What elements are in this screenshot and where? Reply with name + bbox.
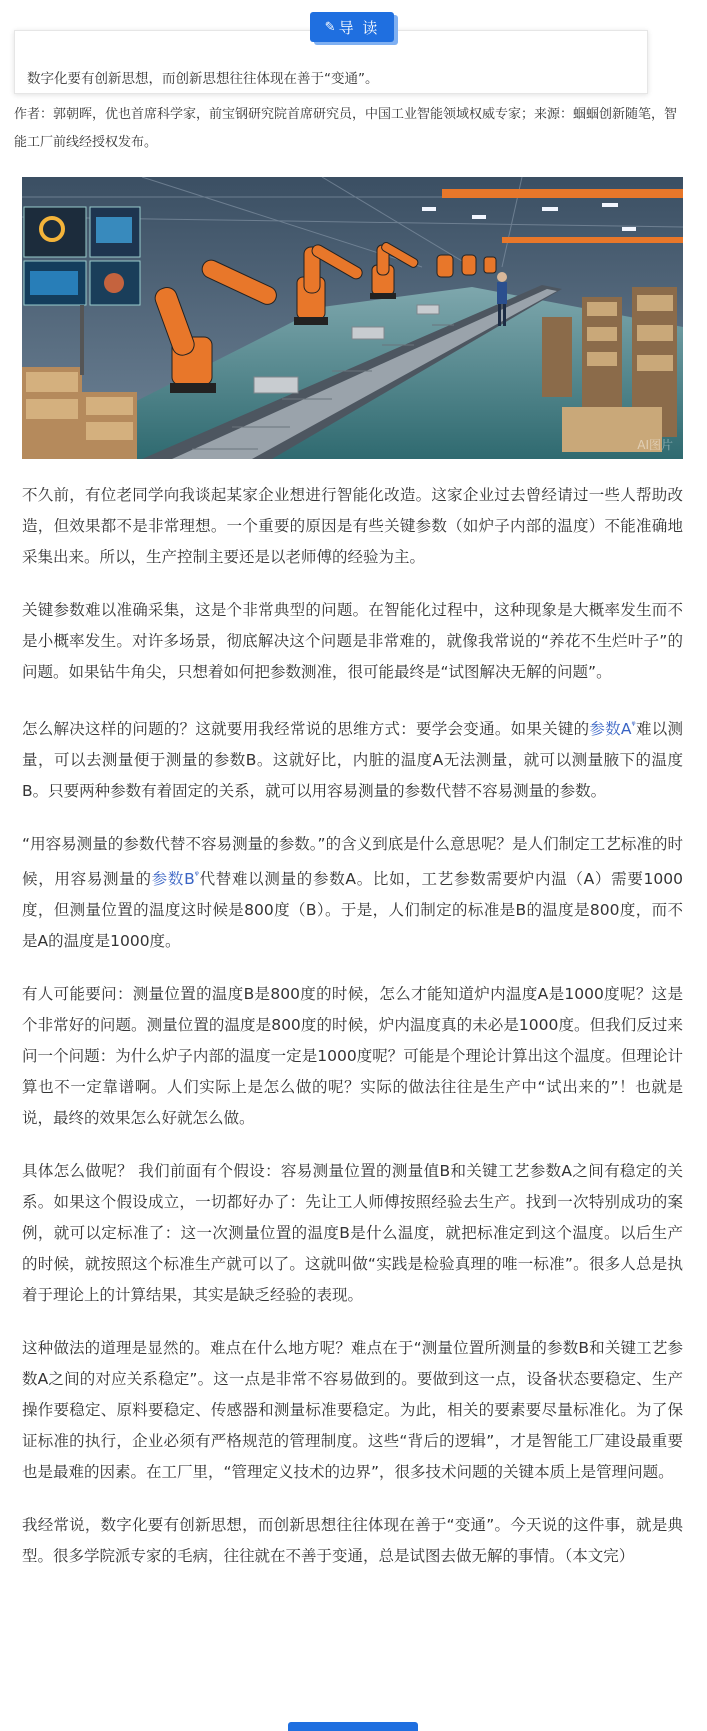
lead-tag-label: 导 读 [338, 18, 380, 37]
paragraph-3 [22, 710, 683, 807]
keyword-parameter-b[interactable]: 参数B [151, 870, 195, 889]
paragraph-4-after: 代替难以测量的参数A。比如，工艺参数需要炉内温（A）需要1000度，但测量位置的温度这时候是800度（B）。于是，人们制定的标准是B的温度是800度，而不是A的温度是1000度。 [22, 870, 683, 951]
paragraph-2: 关键参数难以准确采集，这是个非常典型的问题。在智能化过程中，这种现象是大概率发生而不是小概率发生。对许多场景，彻底解决这个问题是非常难的，就像我常说的“养花不生烂叶子”的问题。如果钻牛角尖，只想着如何把参数测准，很可能最终是“试图解决无解的问题”。 [22, 601, 683, 681]
image-watermark: AI图片 [637, 438, 673, 452]
lead-tag [310, 12, 394, 42]
paragraph-4 [22, 829, 683, 957]
search-icon: ᵠ [631, 720, 636, 731]
article-body [22, 480, 683, 1594]
paragraph-1: 不久前，有位老同学向我谈起某家企业想进行智能化改造。这家企业过去曾经请过一些人帮助改造，但效果都不是非常理想。一个重要的原因是有些关键参数（如炉子内部的温度）不能准确地采集出来。所以，生产控制主要还是以老师傅的经验为主。 [22, 486, 683, 566]
paragraph-3-after: 难以测量，可以去测量便于测量的参数B。这就好比，内脏的温度A无法测量，就可以测量腋下的温度B。只要两种参数有着固定的关系，就可以用容易测量的参数代替不容易测量的参数。 [22, 720, 683, 801]
lead-summary-text: 数字化要有创新思想，而创新思想往往体现在善于“变通”。 [27, 71, 379, 87]
paragraph-7: 这种做法的道理是显然的。难点在什么地方呢？难点在于“测量位置所测量的参数B和关键工艺参数A之间的对应关系稳定”。这一点是非常不容易做到的。要做到这一点，设备状态要稳定、生产操作要稳定、原料要稳定、传感器和测量标准要稳定。为此，相关的要素要尽量标准化。为了保证标准的执行，企业必须有严格规范的管理制度。这些“背后的逻辑”，才是智能工厂建设最重要也是最难的因素。在工厂里，“管理定义技术的边界”，很多技术问题的关键本质上是管理问题。 [22, 1339, 683, 1482]
factory-image[interactable] [22, 177, 683, 459]
paragraph-6: 具体怎么做呢？ 我们前面有个假设：容易测量位置的测量值B和关键工艺参数A之间有稳定的关系。如果这个假设成立，一切都好办了：先让工人师傅按照经验去生产。找到一次特别成功的案例，就可以定标准了：这一次测量位置的温度B是什么温度，就把标准定到这个温度。以后生产的时候，就按照这个标准生产就可以了。这就叫做“实践是检验真理的唯一标准”。很多人总是执着于理论上的计算结果，其实是缺乏经验的表现。 [22, 1162, 683, 1305]
factory-illustration [22, 177, 683, 459]
paragraph-3-before: 怎么解决这样的问题的？这就要用我经常说的思维方式：要学会变通。如果关键的 [22, 720, 590, 739]
search-icon: ᵠ [194, 870, 199, 882]
pencil-icon: ✎ [324, 19, 336, 35]
keyword-link-parameter-b[interactable] [152, 870, 199, 888]
footer-decoration [288, 1722, 418, 1731]
keyword-parameter-a[interactable]: 参数A [589, 720, 632, 739]
author-info: 作者：郭朝晖，优也首席科学家，前宝钢研究院首席研究员，中国工业智能领域权威专家；来源：蝈蝈创新随笔，智能工厂前线经授权发布。 [14, 107, 678, 150]
keyword-link-parameter-a[interactable] [589, 720, 635, 738]
paragraph-4-before: “用容易测量的参数代替不容易测量的参数。”的含义到底是什么意思呢？是人们制定工艺标准的时候，用容易测量的 [22, 835, 683, 889]
paragraph-8: 我经常说，数字化要有创新思想，而创新思想往往体现在善于“变通”。今天说的这件事，就是典型。很多学院派专家的毛病，往往就在不善于变通，总是试图去做无解的事情。（本文完） [22, 1516, 683, 1566]
paragraph-5: 有人可能要问：测量位置的温度B是800度的时候，怎么才能知道炉内温度A是1000度呢？这是个非常好的问题。测量位置的温度是800度的时候，炉内温度真的未必是1000度。但我们反过来问一个问题：为什么炉子内部的温度一定是1000度呢？可能是个理论计算出这个温度。但理论计算也不一定靠谱啊。人们实际上是怎么做的呢？实际的做法往往是生产中“试出来的”！也就是说，最终的效果怎么好就怎么做。 [22, 985, 683, 1128]
